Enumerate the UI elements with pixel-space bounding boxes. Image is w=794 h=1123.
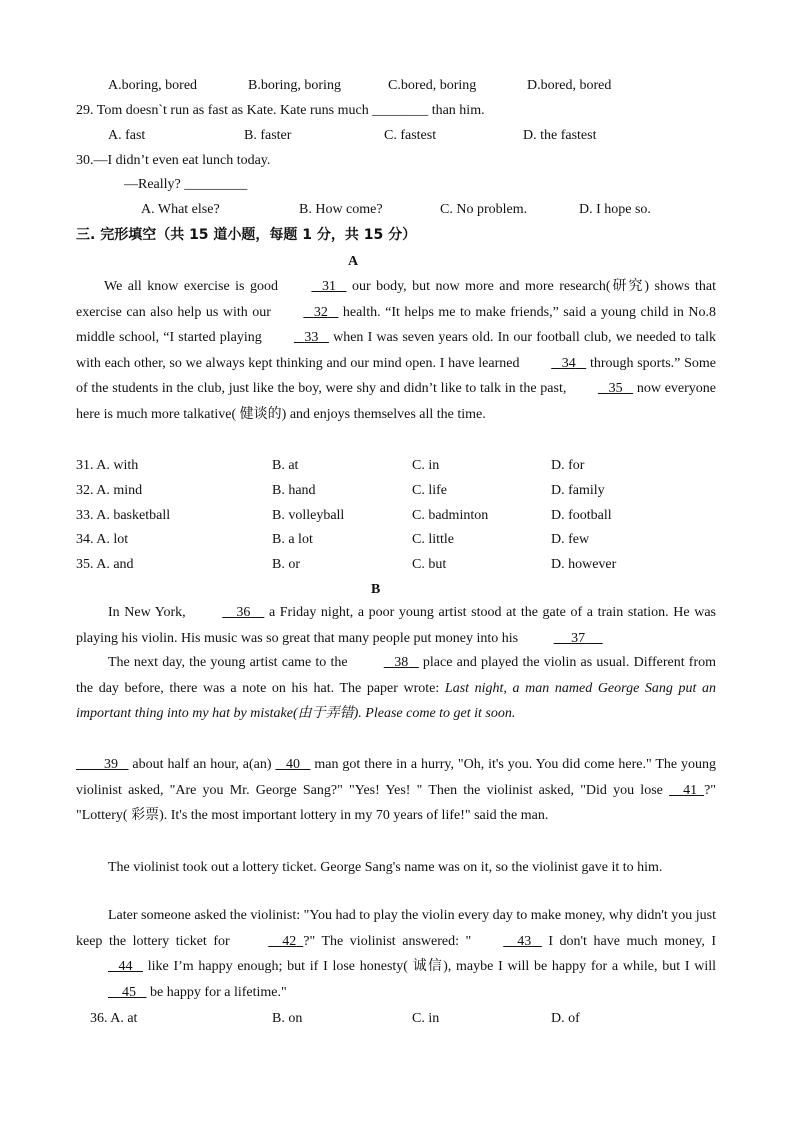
- q30-blank: _________: [184, 177, 248, 192]
- option-32-d: D. family: [551, 483, 605, 498]
- option-36-d: D. of: [551, 1011, 580, 1026]
- q30-option-a: A. What else?: [141, 202, 220, 217]
- blank-35: 35: [608, 381, 623, 396]
- passage-a-label: A: [348, 254, 359, 269]
- passage-a-text: health. “It helps me to make friends,” said a young child in No.8 middle school, “I started playing: [76, 304, 717, 345]
- passage-b-text: be happy for a lifetime.": [150, 984, 287, 1000]
- passage-a-text: through sports.” Some of the students in the club, just like the boy, were shy and didn’t like to talk in the past,: [76, 355, 717, 396]
- option-33-b: B. volleyball: [272, 508, 345, 523]
- option-36-b: B. on: [272, 1011, 303, 1026]
- passage-a: [76, 274, 716, 427]
- blank-41: 41: [683, 782, 698, 798]
- passage-b-text: a Friday night, a poor young artist stood at the gate of a train station. He was playing his violin. His music was so great that many people put money into his: [76, 605, 717, 646]
- blank-34: 34: [561, 355, 576, 371]
- blank-33: 33: [304, 330, 319, 345]
- q29-option-b: B. faster: [244, 128, 292, 143]
- q28-option-b: B.boring, boring: [248, 78, 341, 93]
- q30-option-b: B. How come?: [299, 202, 383, 217]
- passage-b-paragraph-4: The violinist took out a lottery ticket. George Sang's name was on it, so the violinist gave it to him.: [108, 860, 663, 875]
- q30-option-d: D. I hope so.: [579, 202, 651, 217]
- option-31-a: 31. A. with: [76, 458, 139, 473]
- option-36-a: 36. A. at: [90, 1011, 138, 1026]
- passage-b-text: The next day, the young artist came to the: [108, 655, 348, 670]
- passage-b-text: I don't have much money, I: [548, 933, 717, 949]
- option-31-b: B. at: [272, 458, 299, 473]
- blank-40: 40: [285, 757, 300, 772]
- option-35-c: C. but: [412, 557, 447, 572]
- note-text: Last night, a man named George Sang put an important thing into my hat by mistake(由于弄错). Please come to get it soon.: [76, 680, 717, 721]
- option-35-d: D. however: [551, 557, 617, 572]
- blank-38: 38: [394, 655, 409, 670]
- q30-line2: —Really?: [124, 177, 181, 192]
- q28-option-c: C.bored, boring: [388, 78, 477, 93]
- passage-a-text: now everyone here is much more talkative( 健谈的) and enjoys themselves all the time.: [76, 381, 717, 422]
- blank-42: 42: [282, 933, 297, 949]
- passage-b-text: ?" "Lottery( 彩票). It's the most important lottery in my 70 years of life!" said the man.: [76, 782, 717, 823]
- passage-a-text: We all know exercise is good: [104, 279, 278, 294]
- option-33-a: 33. A. basketball: [76, 508, 171, 523]
- option-33-c: C. badminton: [412, 508, 489, 523]
- q29-option-a: A. fast: [108, 128, 146, 143]
- passage-b-label: B: [371, 582, 381, 597]
- option-34-b: B. a lot: [272, 532, 313, 547]
- q29-blank: ________: [372, 103, 429, 118]
- passage-a-text: our body, but now more and more research(研究) shows that exercise can also help us with our: [76, 279, 717, 320]
- option-34-d: D. few: [551, 532, 590, 547]
- passage-b-text: In New York,: [108, 605, 186, 620]
- passage-b-paragraph-2: [76, 650, 716, 727]
- q29-stem-end: than him.: [431, 103, 485, 118]
- passage-b-paragraph-5: [76, 903, 716, 1005]
- passage-b-text: about half an hour, a(an): [132, 757, 272, 772]
- blank-44: 44: [118, 959, 133, 974]
- question-29: [76, 102, 485, 120]
- q30-number: 30.: [76, 153, 94, 168]
- option-32-c: C. life: [412, 483, 447, 498]
- option-36-c: C. in: [412, 1011, 440, 1026]
- option-31-d: D. for: [551, 458, 585, 473]
- option-35-a: 35. A. and: [76, 557, 134, 572]
- blank-45: 45: [122, 984, 136, 1000]
- passage-b-paragraph-3: [76, 752, 716, 829]
- option-34-a: 34. A. lot: [76, 532, 129, 547]
- blank-31: 31: [321, 279, 336, 294]
- option-32-b: B. hand: [272, 483, 316, 498]
- blank-36: 36: [236, 605, 251, 620]
- passage-b-text: Later someone asked the violinist: "You had to play the violin every day to make money, why didn't you just keep the lottery ticket for: [76, 908, 716, 949]
- q29-option-d: D. the fastest: [523, 128, 597, 143]
- passage-b-text: like I’m happy enough; but if I lose honesty( 诚信), maybe I will be happy for a while, but I will: [147, 959, 717, 974]
- passage-b-text: ?" The violinist answered: ": [303, 933, 472, 949]
- q29-number: 29.: [76, 103, 94, 118]
- blank-43: 43: [517, 933, 532, 949]
- blank-32: 32: [313, 304, 328, 320]
- blank-37: 37: [571, 630, 586, 646]
- q30-option-c: C. No problem.: [440, 202, 528, 217]
- passage-b-paragraph-1: [76, 600, 716, 651]
- question-30: [76, 152, 270, 170]
- option-33-d: D. football: [551, 508, 612, 523]
- option-34-c: C. little: [412, 532, 454, 547]
- passage-a-text: when I was seven years old. In our football club, we needed to talk with each other, so we always kept thinking and our mind open. I have learned: [76, 330, 717, 371]
- passage-b-text: man got there in a hurry, "Oh, it's you. You did come here." The young violinist asked, "Are you Mr. George Sang?" "Yes! Yes! " Then the violinist asked, "Did you lose: [76, 757, 717, 798]
- option-32-a: 32. A. mind: [76, 483, 143, 498]
- passage-b-text: place and played the violin as usual. Different from the day before, there was a note on his hat. The paper wrote:: [76, 655, 717, 696]
- option-31-c: C. in: [412, 458, 440, 473]
- q28-option-a: A.boring, bored: [108, 78, 198, 93]
- section-title: 三. 完形填空（共 15 道小题，每题 1 分，共 15 分）: [76, 227, 417, 243]
- q29-stem: Tom doesn`t run as fast as Kate. Kate runs much: [96, 103, 369, 118]
- q30-reply: [124, 176, 247, 194]
- q30-line1: —I didn’t even eat lunch today.: [93, 153, 271, 168]
- blank-39: 39: [104, 757, 118, 772]
- option-35-b: B. or: [272, 557, 300, 572]
- q28-option-d: D.bored, bored: [527, 78, 612, 93]
- q29-option-c: C. fastest: [384, 128, 437, 143]
